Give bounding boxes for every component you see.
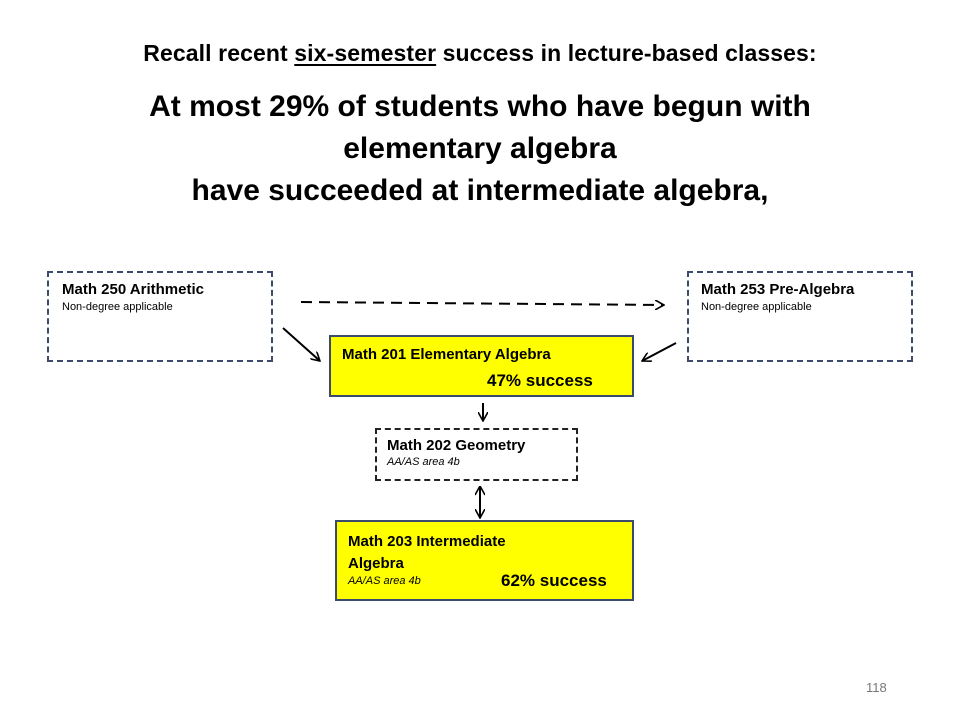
main-title-line-3: elementary algebra (343, 132, 617, 165)
arrow-250-to-201 (283, 328, 320, 361)
math-203-title-line-1: Math 203 Intermediate (348, 533, 506, 550)
math-201-title: Math 201 Elementary Algebra (342, 346, 551, 363)
main-title-line-4: have succeeded at intermediate algebra, (191, 174, 769, 207)
math-250-subtitle: Non-degree applicable (62, 301, 173, 313)
title-line-1-start: Recall recent (143, 40, 295, 66)
math-202-title: Math 202 Geometry (387, 437, 526, 454)
main-title-line-2: At most 29% of students who have begun with (149, 90, 811, 123)
math-203-title-line-2: Algebra (348, 555, 404, 572)
title-underlined-term: six-semester (294, 40, 437, 66)
math-201-box (329, 335, 634, 397)
math-250-box (47, 271, 273, 362)
math-201-success-rate: 47% success (487, 371, 593, 390)
math-250-title: Math 250 Arithmetic (62, 281, 204, 298)
math-203-subtitle: AA/AS area 4b (348, 575, 421, 587)
math-253-subtitle: Non-degree applicable (701, 301, 812, 313)
slide-page-number: 118 (866, 680, 887, 695)
arrow-253-to-201 (642, 343, 676, 361)
math-203-success-rate: 62% success (501, 571, 607, 590)
math-253-title: Math 253 Pre-Algebra (701, 281, 855, 298)
title-line-1-end: success in lecture-based classes: (436, 40, 817, 66)
math-202-subtitle: AA/AS area 4b (387, 456, 460, 468)
math-253-box (687, 271, 913, 362)
arrow-250-to-253 (301, 302, 664, 305)
math-203-box (335, 520, 634, 601)
math-202-box (375, 428, 578, 481)
